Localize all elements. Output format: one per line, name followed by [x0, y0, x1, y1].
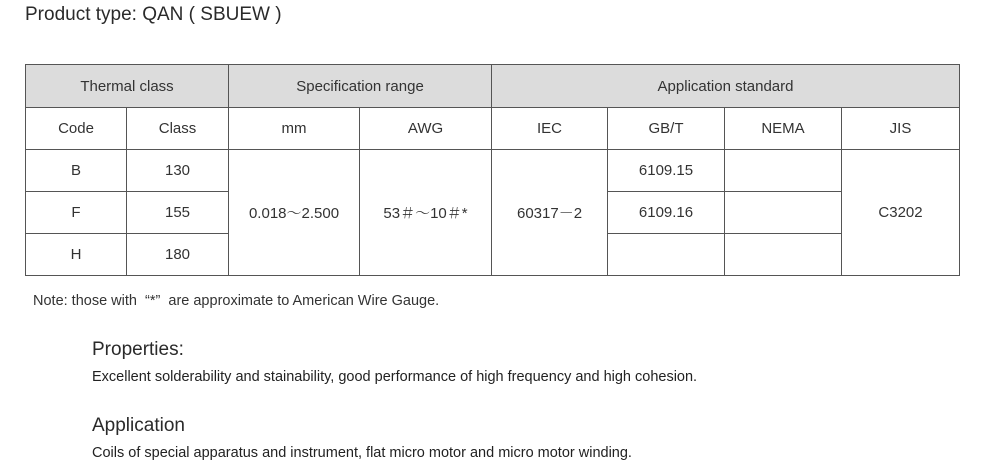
- gbt-cell: [608, 234, 725, 276]
- mm-column-header: mm: [229, 108, 360, 150]
- awg-range-cell: 53＃～10＃*: [360, 150, 492, 276]
- nema-cell: [725, 192, 842, 234]
- code-column-header: Code: [26, 108, 127, 150]
- class-column-header: Class: [127, 108, 229, 150]
- product-title: Product type: QAN ( SBUEW ): [25, 4, 282, 25]
- application-standard-header: Application standard: [492, 65, 960, 108]
- table-group-header-row: [26, 65, 960, 108]
- nema-cell: [725, 150, 842, 192]
- awg-column-header: AWG: [360, 108, 492, 150]
- class-cell: 130: [127, 150, 229, 192]
- iec-cell: 60317－2: [492, 150, 608, 276]
- code-cell: H: [26, 234, 127, 276]
- application-text: Coils of special apparatus and instrument, flat micro motor and micro motor winding.: [92, 445, 632, 461]
- awg-note: Note: those with “*” are approximate to American Wire Gauge.: [33, 293, 440, 309]
- table-column-header-row: [26, 108, 960, 150]
- table-row: [26, 150, 960, 192]
- jis-column-header: JIS: [842, 108, 960, 150]
- jis-cell: C3202: [842, 150, 960, 276]
- thermal-class-header: Thermal class: [26, 65, 229, 108]
- mm-range-cell: 0.018～2.500: [229, 150, 360, 276]
- nema-column-header: NEMA: [725, 108, 842, 150]
- specification-table: [25, 64, 960, 276]
- class-cell: 180: [127, 234, 229, 276]
- class-cell: 155: [127, 192, 229, 234]
- iec-column-header: IEC: [492, 108, 608, 150]
- gbt-column-header: GB/T: [608, 108, 725, 150]
- properties-title: Properties:: [92, 339, 184, 360]
- specification-range-header: Specification range: [229, 65, 492, 108]
- properties-text: Excellent solderability and stainability, good performance of high frequency and high cohesion.: [92, 369, 698, 385]
- gbt-cell: 6109.15: [608, 150, 725, 192]
- gbt-cell: 6109.16: [608, 192, 725, 234]
- code-cell: B: [26, 150, 127, 192]
- application-title: Application: [92, 415, 185, 436]
- code-cell: F: [26, 192, 127, 234]
- nema-cell: [725, 234, 842, 276]
